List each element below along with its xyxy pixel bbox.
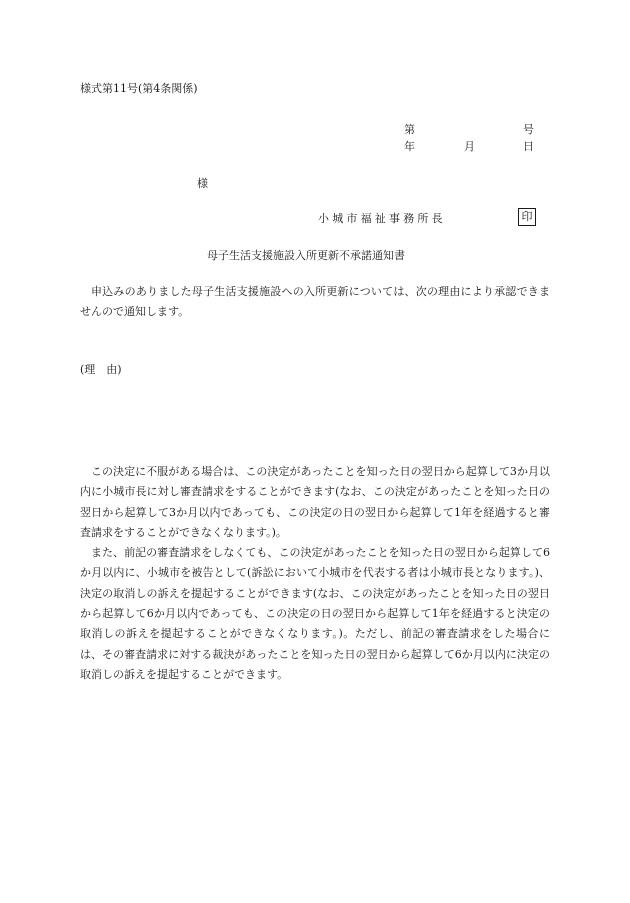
document-title: 母子生活支援施設入所更新不承諾通知書 (207, 249, 405, 262)
form-number: 様式第11号(第4条関係) (80, 82, 198, 95)
seal-stamp: 印 (518, 208, 536, 226)
reason-heading: (理 由) (80, 363, 122, 376)
appeal-instructions (80, 462, 550, 685)
issuer-name: 小城市福祉事務所長 (318, 212, 446, 225)
date-month-label: 月 (464, 140, 475, 153)
appeal-paragraph-lawsuit: また、前記の審査請求をしなくても、この決定があったことを知った日の翌日から起算して6か月以内に、小城市を被告として(訴訟において小城市を代表する者は小城市長となります。)、決定の取消しの訴えを提起することができます(なお、この決定があったことを知った日の翌日から起算して6か月以内であっても、この決定の日の翌日から起算して1年を経過すると決定の取消しの訴えを提起することができなくなります。)。ただし、前記の審査請求をした場合には、その審査請求に対する裁決があったことを知った日の翌日から起算して6か月以内に決定の取消しの訴えを提起することができます。 (80, 546, 550, 681)
notice-body: 申込みのありました母子生活支援施設への入所更新については、次の理由により承認できませんので通知します。 (80, 285, 550, 318)
date-day-label: 日 (523, 140, 534, 153)
date-year-label: 年 (404, 140, 415, 153)
document-number-suffix: 号 (523, 123, 534, 136)
appeal-paragraph-review: この決定に不服がある場合は、この決定があったことを知った日の翌日から起算して3か月以内に小城市長に対し審査請求をすることができます(なお、この決定があったことを知った日の翌日から起算して3か月以内であっても、この決定の日の翌日から起算して1年を経過すると審査請求をすることができなくなります。)。 (80, 465, 550, 539)
addressee-honorific: 様 (197, 177, 208, 190)
document-number-prefix: 第 (404, 123, 415, 136)
